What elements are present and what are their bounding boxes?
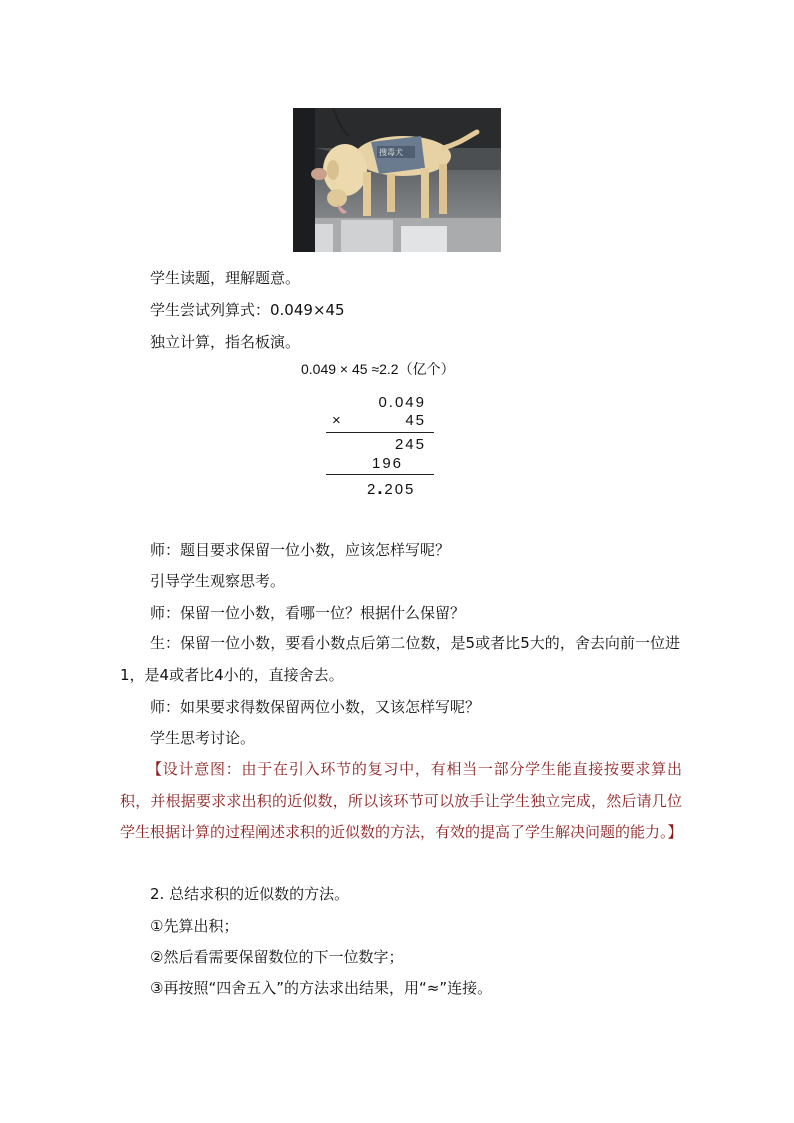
- student-answer: 生：保留一位小数，要看小数点后第二位数，是5或者比5大的，舍去向前一位进1，是4或者比4小的，直接舍去。: [120, 634, 680, 684]
- summary-title: 2. 总结求积的近似数的方法。: [150, 885, 350, 903]
- result: [367, 479, 415, 499]
- summary-step-2: ②然后看需要保留数位的下一位数字；: [150, 948, 404, 966]
- calc-rule-2: [326, 474, 434, 475]
- multiplier: 45: [405, 412, 426, 429]
- summary-step-3: ③再按照“四舍五入”的方法求出结果，用“≈”连接。: [150, 979, 493, 997]
- dog-photo-icon: [293, 108, 501, 252]
- reading-line: 学生读题，理解题意。: [150, 269, 301, 287]
- partial-product-1: 245: [394, 436, 426, 453]
- result-fraction: 205: [384, 481, 416, 498]
- board-line: 独立计算，指名板演。: [150, 333, 301, 351]
- teacher-question-2: 师：保留一位小数，看哪一位？根据什么保留？: [150, 604, 466, 622]
- result-integer: 2: [367, 481, 378, 498]
- summary-step-1: ①先算出积；: [150, 917, 239, 935]
- design-intent-note: 【设计意图：由于在引入环节的复习中，有相当一部分学生能直接按要求算出积，并根据要求求出积的近似数，所以该环节可以放手让学生独立完成，然后请几位学生根据计算的过程阐述求积的近似数的方法，有效的提高了学生解决问题的能力。】: [120, 760, 683, 841]
- result-decimal-point: .: [377, 478, 385, 498]
- times-sign: ×: [332, 412, 343, 429]
- partial-product-2: 196: [372, 455, 404, 472]
- vest-text: 搜毒犬: [379, 148, 403, 157]
- teacher-question-1: 师：题目要求保留一位小数，应该怎样写呢？: [150, 541, 451, 559]
- detection-dog-photo: [293, 108, 501, 252]
- guide-line-2: 学生思考讨论。: [150, 729, 256, 747]
- formula-line: 学生尝试列算式：0.049×45: [150, 301, 345, 319]
- calc-rule-1: [326, 432, 434, 433]
- multiplicand: 0.049: [378, 394, 426, 411]
- teacher-question-3: 师：如果要求得数保留两位小数，又该怎样写呢？: [150, 698, 481, 716]
- guide-line-1: 引导学生观察思考。: [150, 572, 286, 590]
- equation: 0.049 × 45 ≈2.2（亿个）: [301, 361, 455, 377]
